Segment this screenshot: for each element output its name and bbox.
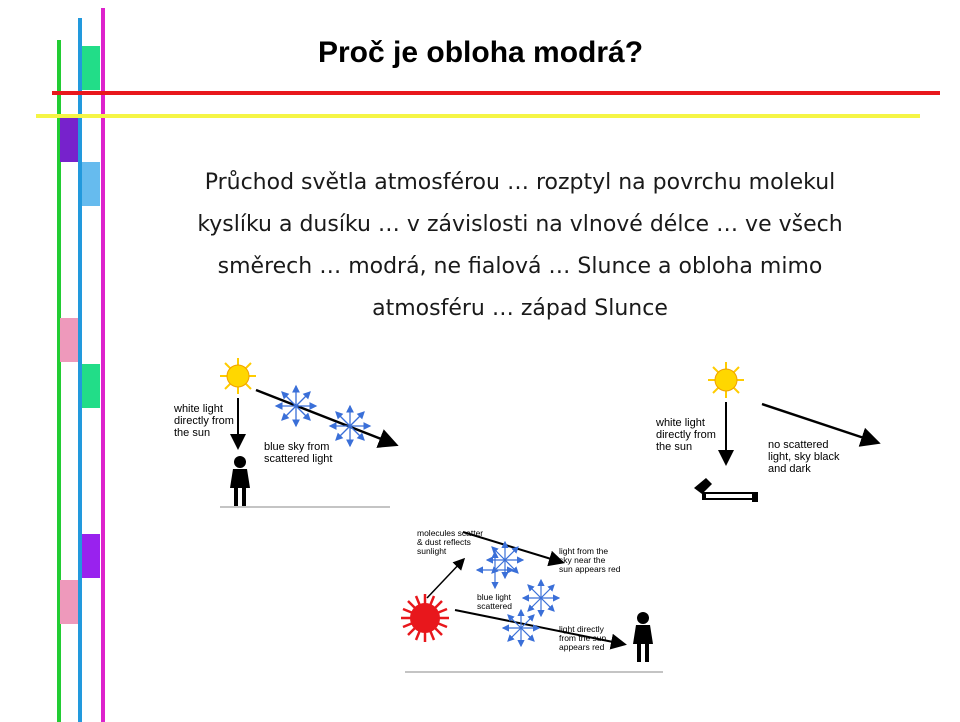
yellow-horizontal-line bbox=[36, 114, 920, 118]
svg-text:white light directly from bbox=[173, 403, 332, 465]
red-sun-icon bbox=[401, 594, 449, 642]
diagram-space bbox=[650, 350, 890, 520]
svg-text:molecules scatter & dust r bbox=[417, 528, 623, 652]
label-direct-line: appears red bbox=[559, 642, 605, 652]
lightblue-block bbox=[82, 162, 100, 206]
label-direct-line: directly from bbox=[174, 415, 234, 427]
label-sky-line: sky near the bbox=[559, 555, 606, 565]
diagram-earth-sky bbox=[160, 350, 410, 510]
teal-block bbox=[82, 46, 100, 90]
scatter-burst-icon bbox=[503, 610, 539, 646]
paragraph-line: atmosféru … západ Slunce bbox=[372, 296, 668, 321]
sun-icon bbox=[708, 362, 744, 398]
label-direct-line: white light bbox=[174, 403, 223, 415]
paragraph-line: Průchod světla atmosférou … rozptyl na povrchu molekul bbox=[204, 170, 836, 195]
label-direct-line: light directly bbox=[559, 624, 604, 634]
label-space-line: light, sky black bbox=[768, 451, 840, 463]
label-space-line: and dark bbox=[768, 463, 811, 475]
body-paragraph bbox=[160, 162, 880, 330]
person-icon bbox=[230, 456, 250, 506]
green-block bbox=[82, 364, 100, 408]
astronaut-icon bbox=[694, 478, 758, 502]
label-blue-line: blue light bbox=[477, 592, 512, 602]
label-sky-line: light from the bbox=[559, 546, 609, 556]
scatter-burst-icon bbox=[330, 406, 370, 446]
violet-block bbox=[82, 534, 100, 578]
label-molecules-line: sunlight bbox=[417, 546, 447, 556]
scatter-burst-icon bbox=[276, 386, 316, 426]
diagram-sunset bbox=[395, 520, 675, 680]
sun-icon bbox=[220, 358, 256, 394]
pink-block-lower bbox=[60, 580, 78, 624]
label-direct-line: the sun bbox=[174, 427, 211, 439]
label-scatter-line: scattered light bbox=[264, 453, 333, 465]
paragraph-line: směrech … modrá, ne fialová … Slunce a obloha mimo bbox=[217, 254, 823, 279]
pink-block bbox=[60, 318, 78, 362]
red-horizontal-line bbox=[52, 91, 940, 95]
paragraph-line: kyslíku a dusíku … v závislosti na vlnové délce … ve všech bbox=[197, 212, 843, 237]
label-sky-line: sun appears red bbox=[559, 564, 621, 574]
label-space-line: no scattered bbox=[768, 439, 829, 451]
label-scatter-line: blue sky from bbox=[264, 441, 330, 453]
label-molecules-line: & dust reflects bbox=[417, 537, 471, 547]
label-direct-line: directly from bbox=[656, 429, 716, 441]
label-blue-line: scattered bbox=[477, 601, 512, 611]
person-icon bbox=[633, 612, 653, 662]
label-direct-line: the sun bbox=[656, 441, 693, 453]
label-direct-line: from the sun bbox=[559, 633, 607, 643]
label-molecules-line: molecules scatter bbox=[417, 528, 484, 538]
svg-text:white light directly from bbox=[655, 417, 843, 475]
scatter-burst-icon bbox=[487, 542, 523, 578]
page-title: Proč je obloha modrá? bbox=[318, 36, 644, 69]
scatter-burst-icon bbox=[523, 580, 559, 616]
label-direct-line: white light bbox=[656, 417, 705, 429]
purple-block bbox=[60, 118, 78, 162]
